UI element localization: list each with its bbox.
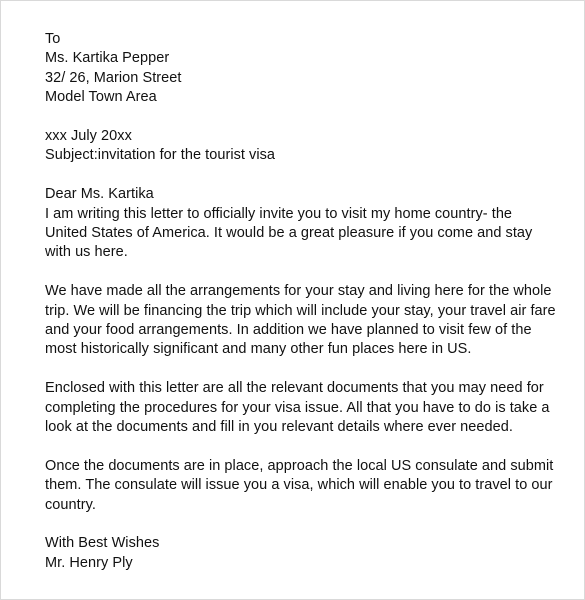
spacer [45,437,545,456]
paragraph-2-line-1: We have made all the arrangements for your stay and living here for the whole [45,283,552,300]
spacer [45,515,545,534]
paragraph-2-line-4: most historically significant and many other fun places here in US. [45,341,472,358]
address-line-1: 32/ 26, Marion Street [45,69,182,86]
letter-date: xxx July 20xx [45,128,132,145]
letter-body [45,30,556,573]
paragraph-3-line-1: Enclosed with this letter are all the relevant documents that you may need for [45,380,544,397]
spacer [45,360,545,379]
paragraph-1-line-3: with us here. [45,244,128,261]
salutation: Dear Ms. Kartika [45,186,154,203]
paragraph-3-line-3: look at the documents and fill in you relevant details where ever needed. [45,419,513,436]
address-line-2: Model Town Area [45,89,157,106]
paragraph-4-line-3: country. [45,496,96,513]
paragraph-3-line-2: completing the procedures for your visa issue. All that you have to do is take a [45,399,550,416]
paragraph-2-line-3: and your food arrangements. In addition we have planned to visit few of the [45,322,532,339]
paragraph-2-line-2: trip. We will be financing the trip which will include your stay, your travel air fare [45,302,556,319]
spacer [45,263,545,282]
to-label: To [45,31,61,47]
spacer [45,166,545,185]
spacer [45,108,545,127]
paragraph-4-line-2: them. The consulate will issue you a visa, which will enable you to travel to our [45,477,553,494]
recipient-name: Ms. Kartika Pepper [45,50,170,67]
paragraph-1-line-2: United States of America. It would be a great pleasure if you come and stay [45,225,533,242]
paragraph-1-line-1: I am writing this letter to officially invite you to visit my home country- the [45,205,513,222]
subject-line: Subject:invitation for the tourist visa [45,147,276,164]
sender-name: Mr. Henry Ply [45,554,133,571]
closing: With Best Wishes [45,535,160,552]
paragraph-4-line-1: Once the documents are in place, approach the local US consulate and submit [45,457,554,474]
